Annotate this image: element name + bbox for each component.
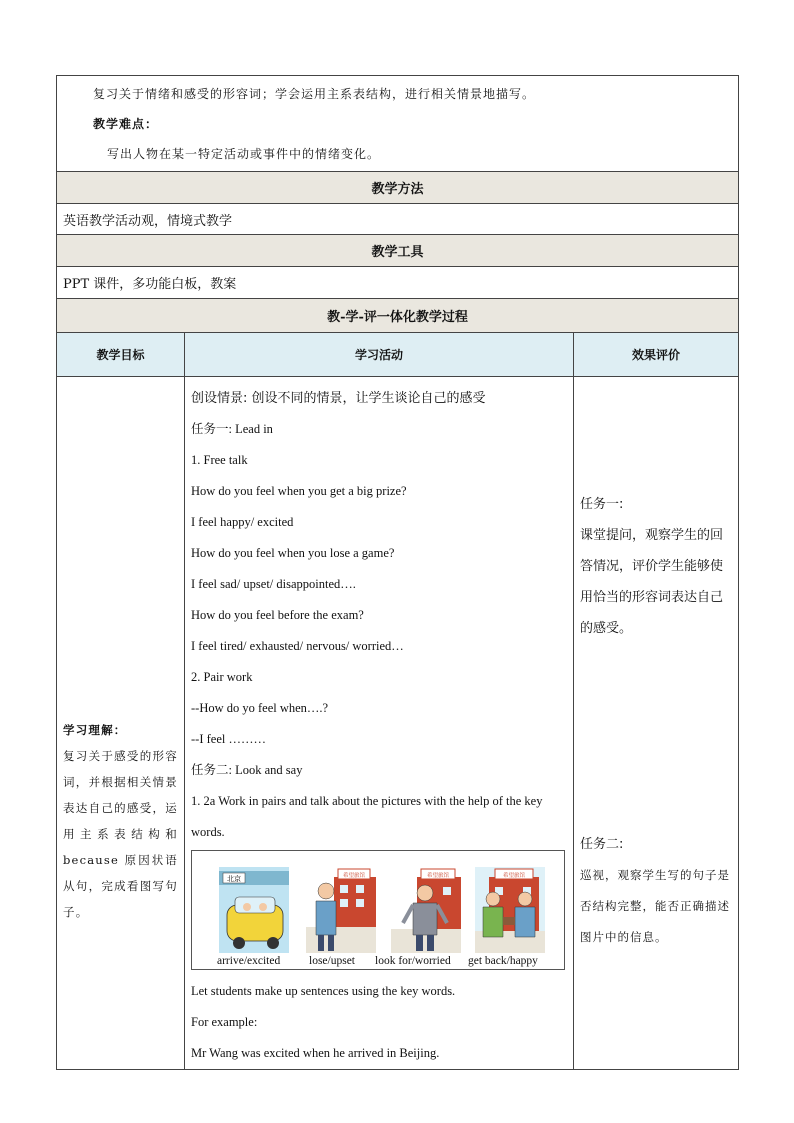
column-header-evaluation: 效果评价 <box>574 333 739 377</box>
caption-arrive: arrive/excited <box>217 955 281 967</box>
eval-task1-text: 课堂提问，观察学生的回答情况，评价学生能够使用恰当的形容词表达自己的感受。 <box>580 528 724 636</box>
tools-header: 教学工具 <box>57 235 739 267</box>
activities-cell <box>185 377 574 1070</box>
make-up-instruction: Let students make up sentences using the key words. <box>191 984 456 998</box>
task2-instruction: 1. 2a Work in pairs and talk about the pictures with the help of the key words. <box>191 794 543 839</box>
evaluation-cell <box>574 377 739 1070</box>
example-sentence: Mr Wang was excited when he arrived in Beijing. <box>191 1046 440 1060</box>
worried-man-icon <box>391 867 461 953</box>
question-2: How do you feel when you lose a game? <box>191 546 395 560</box>
objective-cell <box>57 377 185 1070</box>
dialog-line-1: --How do yo feel when….? <box>191 701 329 715</box>
dialog-line-2: --I feel ……… <box>191 732 266 746</box>
caption-get-back: get back/happy <box>468 955 538 967</box>
column-header-activities: 学习活动 <box>185 333 574 377</box>
question-1: How do you feel when you get a big prize? <box>191 484 407 498</box>
method-content: 英语教学活动观，情境式教学 <box>57 204 739 235</box>
tools-content: PPT 课件，多功能白板，教案 <box>57 267 739 299</box>
for-example-label: For example: <box>191 1015 258 1029</box>
question-3: How do you feel before the exam? <box>191 608 364 622</box>
hotel-sign-3: 希望旅馆 <box>502 873 526 879</box>
method-header: 教学方法 <box>57 172 739 204</box>
picture-strip <box>191 850 565 970</box>
task2-title: 任务二: Look and say <box>191 763 303 777</box>
scenario-text: 创设情景: 创设不同的情景，让学生谈论自己的感受 <box>191 391 486 406</box>
answer-2: I feel sad/ upset/ disappointed…. <box>191 577 356 591</box>
beijing-sign: 北京 <box>227 875 241 883</box>
happy-men-icon <box>475 867 545 953</box>
difficulty-label: 教学难点： <box>93 117 159 131</box>
process-header: 教-学-评一体化教学过程 <box>57 299 739 333</box>
intro-line-1: 复习关于情绪和感受的形容词；学会运用主系表结构，进行相关情景地描写。 <box>93 87 536 101</box>
objective-title: 学习理解： <box>63 723 127 737</box>
lesson-plan-table <box>56 75 739 1070</box>
eval-task2-text: 巡视，观察学生写的句子是否结构完整，能否正确描述图片中的信息。 <box>580 868 730 944</box>
hotel-sign-2: 希望旅馆 <box>426 873 450 879</box>
task1-title: 任务一: Lead in <box>191 422 273 436</box>
taxi-arrival-icon <box>219 867 289 953</box>
answer-3: I feel tired/ exhausted/ nervous/ worried… <box>191 639 404 653</box>
difficulty-text: 写出人物在某一特定活动或事件中的情绪变化。 <box>107 147 381 161</box>
free-talk-title: 1. Free talk <box>191 453 248 467</box>
intro-cell <box>57 76 739 172</box>
eval-task1-label: 任务一: <box>580 497 624 512</box>
pair-work-title: 2. Pair work <box>191 670 253 684</box>
column-header-objective: 教学目标 <box>57 333 185 377</box>
caption-look-for: look for/worried <box>375 955 451 967</box>
objective-body: 复习关于感受的形容词，并根据相关情景表达自己的感受，运用主系表结构和 because 原因状语从句，完成看图写句子。 <box>63 749 178 919</box>
hotel-sign-1: 希望旅馆 <box>342 873 366 879</box>
upset-man-icon <box>306 867 376 953</box>
caption-lose: lose/upset <box>309 955 355 967</box>
answer-1: I feel happy/ excited <box>191 515 294 529</box>
eval-task2-label: 任务二: <box>580 837 624 852</box>
